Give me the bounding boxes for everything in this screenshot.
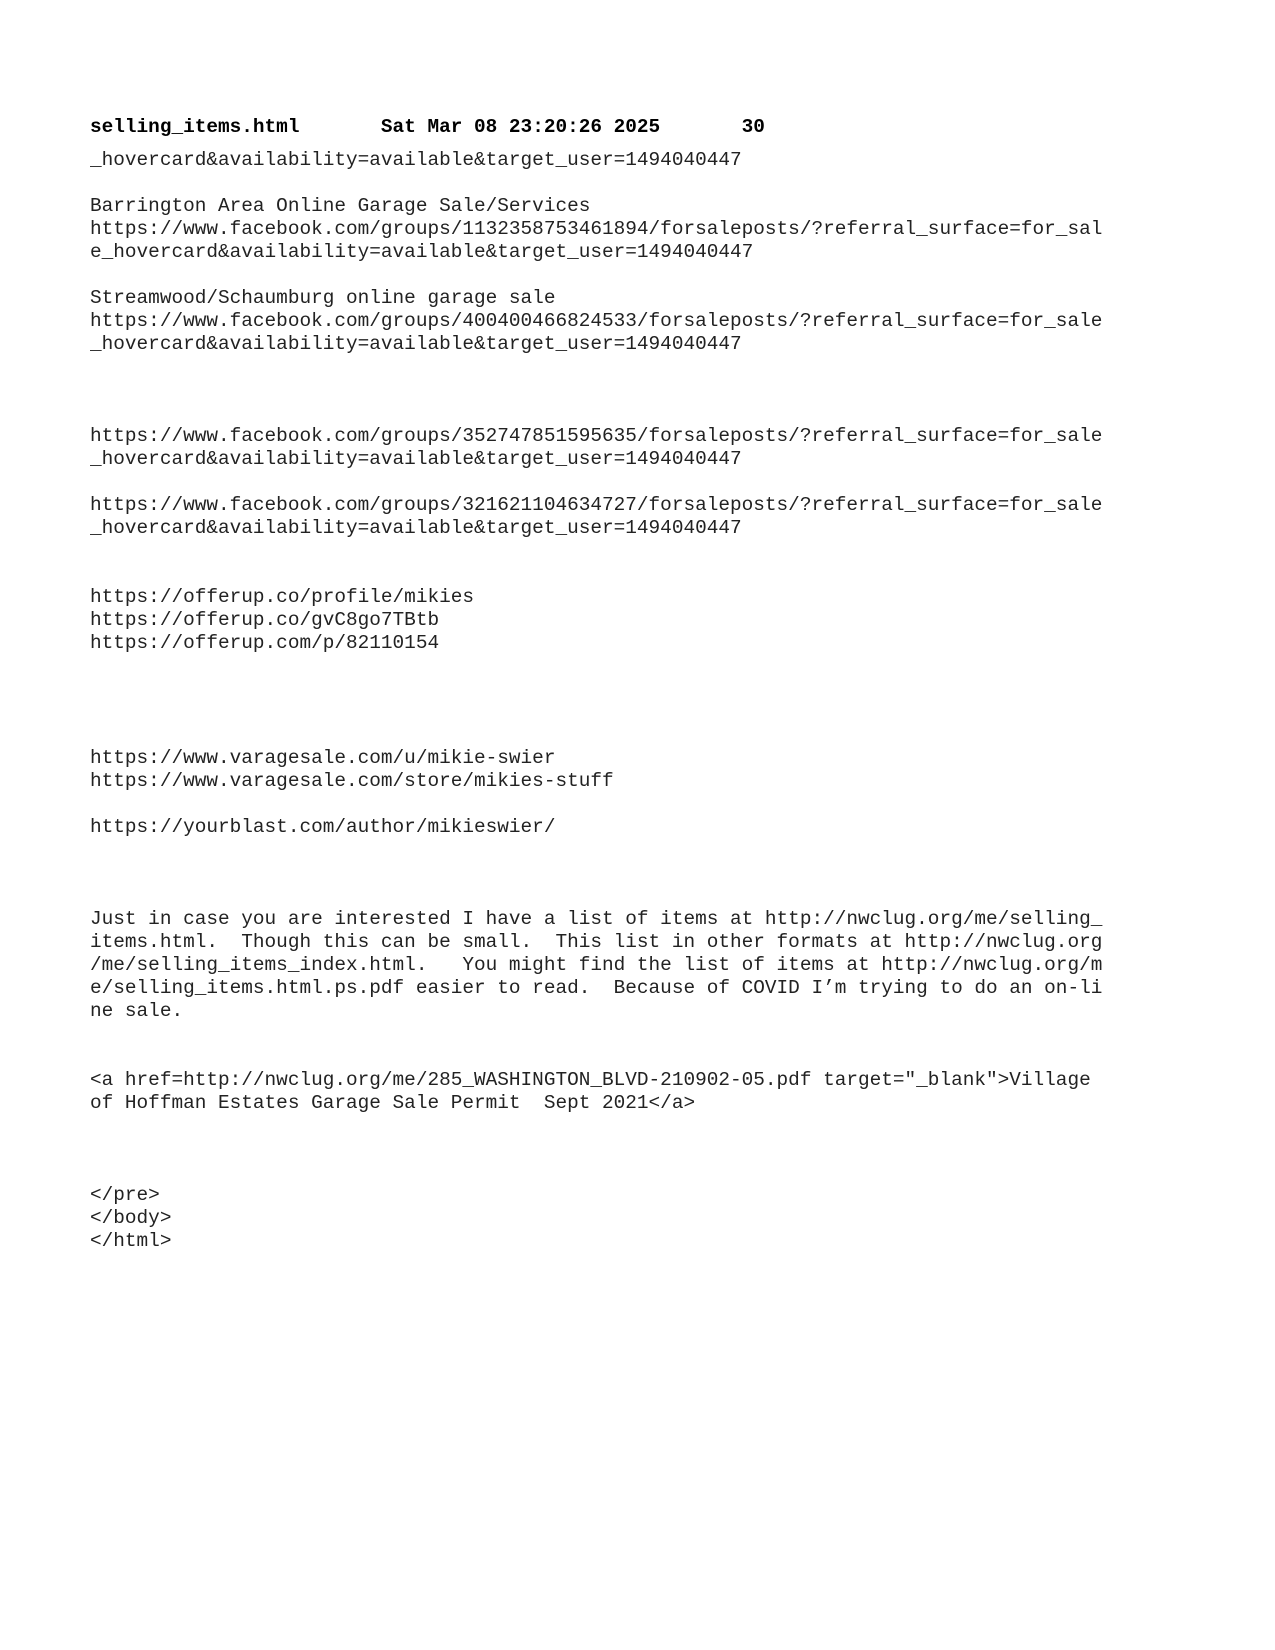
text-line: https://offerup.co/profile/mikies xyxy=(90,586,474,608)
text-line xyxy=(90,885,1230,908)
text-line: ne sale. xyxy=(90,1000,184,1022)
text-line xyxy=(90,655,1230,678)
text-line: e_hovercard&availability=available&target_user=1494040447 xyxy=(90,241,754,263)
text-line xyxy=(90,1046,1230,1069)
text-line xyxy=(90,839,1230,862)
text-line: https://www.facebook.com/groups/321621104634727/forsaleposts/?referral_surface=for_sale xyxy=(90,494,1103,516)
text-line: items.html. Though this can be small. This list in other formats at http://nwclug.org xyxy=(90,931,1103,953)
text-line: https://www.facebook.com/groups/352747851595635/forsaleposts/?referral_surface=for_sale xyxy=(90,425,1103,447)
text-line: Just in case you are interested I have a list of items at http://nwclug.org/me/selling_ xyxy=(90,908,1103,930)
text-line: Barrington Area Online Garage Sale/Services xyxy=(90,195,591,217)
document-body xyxy=(90,149,1230,1253)
text-line: Streamwood/Schaumburg online garage sale xyxy=(90,287,556,309)
text-line: https://offerup.com/p/82110154 xyxy=(90,632,440,654)
text-line xyxy=(90,172,1230,195)
text-line: https://www.varagesale.com/u/mikie-swier xyxy=(90,747,556,769)
header-gap-1 xyxy=(299,116,380,138)
text-line xyxy=(90,563,1230,586)
text-line xyxy=(90,701,1230,724)
text-line: <a href=http://nwclug.org/me/285_WASHINGTON_BLVD-210902-05.pdf target="_blank">Village xyxy=(90,1069,1091,1091)
text-line xyxy=(90,1115,1230,1138)
text-line xyxy=(90,356,1230,379)
text-line: _hovercard&availability=available&target_user=1494040447 xyxy=(90,448,742,470)
text-line: _hovercard&availability=available&target_user=1494040447 xyxy=(90,333,742,355)
text-line xyxy=(90,793,1230,816)
text-line: e/selling_items.html.ps.pdf easier to read. Because of COVID I’m trying to do an on-li xyxy=(90,977,1103,999)
text-line xyxy=(90,471,1230,494)
page-header xyxy=(90,116,1230,139)
header-page-number: 30 xyxy=(741,116,765,138)
text-line xyxy=(90,402,1230,425)
text-line xyxy=(90,1138,1230,1161)
text-line xyxy=(90,379,1230,402)
header-timestamp: Sat Mar 08 23:20:26 2025 xyxy=(380,116,661,138)
text-line xyxy=(90,264,1230,287)
text-line xyxy=(90,1161,1230,1184)
text-line xyxy=(90,678,1230,701)
header-gap-2 xyxy=(660,116,741,138)
text-line: https://www.facebook.com/groups/400400466824533/forsaleposts/?referral_surface=for_sale xyxy=(90,310,1103,332)
text-line: https://yourblast.com/author/mikieswier/ xyxy=(90,816,556,838)
text-line: https://offerup.co/gvC8go7TBtb xyxy=(90,609,440,631)
text-line: _hovercard&availability=available&target_user=1494040447 xyxy=(90,149,742,171)
text-line: _hovercard&availability=available&target_user=1494040447 xyxy=(90,517,742,539)
text-line: /me/selling_items_index.html. You might find the list of items at http://nwclug.org/m xyxy=(90,954,1103,976)
text-line xyxy=(90,724,1230,747)
text-line: </pre> xyxy=(90,1184,160,1206)
text-line xyxy=(90,540,1230,563)
header-filename: selling_items.html xyxy=(90,116,300,138)
text-line: https://www.facebook.com/groups/1132358753461894/forsaleposts/?referral_surface=for_sal xyxy=(90,218,1103,240)
text-line: </html> xyxy=(90,1230,172,1252)
text-line: https://www.varagesale.com/store/mikies-stuff xyxy=(90,770,614,792)
text-line xyxy=(90,1023,1230,1046)
printed-page xyxy=(90,116,1230,1253)
text-line: </body> xyxy=(90,1207,172,1229)
text-line xyxy=(90,862,1230,885)
text-line: of Hoffman Estates Garage Sale Permit Sept 2021</a> xyxy=(90,1092,696,1114)
